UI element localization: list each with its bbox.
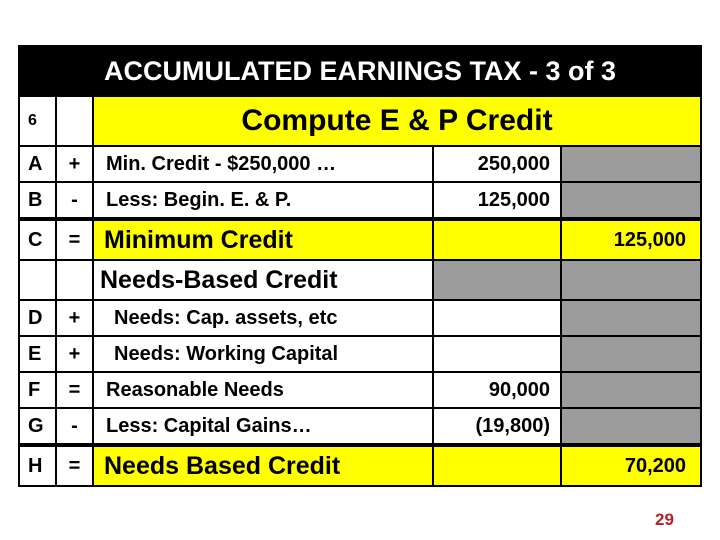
row-a-operator: + [57, 147, 92, 181]
row-h-operator: = [57, 447, 92, 485]
needs-header-total-empty [562, 261, 700, 299]
needs-header-amount-empty [434, 261, 560, 299]
section-op-blank [57, 97, 92, 145]
row-c-description: Minimum Credit [94, 221, 700, 259]
row-d-description: Needs: Cap. assets, etc [94, 301, 432, 335]
row-g-letter: G [20, 409, 55, 443]
row-g-amount: (19,800) [434, 409, 560, 443]
row-e-amount-empty [434, 337, 560, 371]
row-e-total-empty [562, 337, 700, 371]
row-f-amount: 90,000 [434, 373, 560, 407]
row-c-divider [432, 221, 562, 259]
row-e-description: Needs: Working Capital [94, 337, 432, 371]
row-f-operator: = [57, 373, 92, 407]
row-b-total-empty [562, 183, 700, 217]
row-e-letter: E [20, 337, 55, 371]
needs-header-letter-blank [20, 261, 55, 299]
row-c-letter: C [20, 221, 55, 259]
row-h-letter: H [20, 447, 55, 485]
row-h-description: Needs Based Credit [94, 447, 700, 485]
row-d-amount-empty [434, 301, 560, 335]
row-f-description: Reasonable Needs [94, 373, 432, 407]
section-number: 6 [20, 97, 55, 145]
row-a-letter: A [20, 147, 55, 181]
row-g-total-empty [562, 409, 700, 443]
row-a-amount: 250,000 [434, 147, 560, 181]
page-number: 29 [655, 510, 674, 529]
row-f-total-empty [562, 373, 700, 407]
row-f-letter: F [20, 373, 55, 407]
row-e-operator: + [57, 337, 92, 371]
row-b-operator: - [57, 183, 92, 217]
row-h-total: 70,200 [624, 454, 686, 477]
row-b-description: Less: Begin. E. & P. [94, 183, 432, 217]
needs-header-op-blank [57, 261, 92, 299]
row-g-operator: - [57, 409, 92, 443]
slide-table [18, 45, 702, 487]
needs-based-credit-heading: Needs-Based Credit [94, 261, 432, 299]
row-c-total: 125,000 [613, 228, 686, 251]
row-c-operator: = [57, 221, 92, 259]
row-g-description: Less: Capital Gains… [94, 409, 432, 443]
row-h-divider [432, 447, 562, 485]
row-d-operator: + [57, 301, 92, 335]
row-b-amount: 125,000 [434, 183, 560, 217]
row-b-letter: B [20, 183, 55, 217]
section-title: Compute E & P Credit [94, 97, 700, 145]
row-d-total-empty [562, 301, 700, 335]
row-a-total-empty [562, 147, 700, 181]
slide-title: ACCUMULATED EARNINGS TAX - 3 of 3 [104, 56, 616, 86]
row-d-letter: D [20, 301, 55, 335]
row-a-description: Min. Credit - $250,000 … [94, 147, 432, 181]
